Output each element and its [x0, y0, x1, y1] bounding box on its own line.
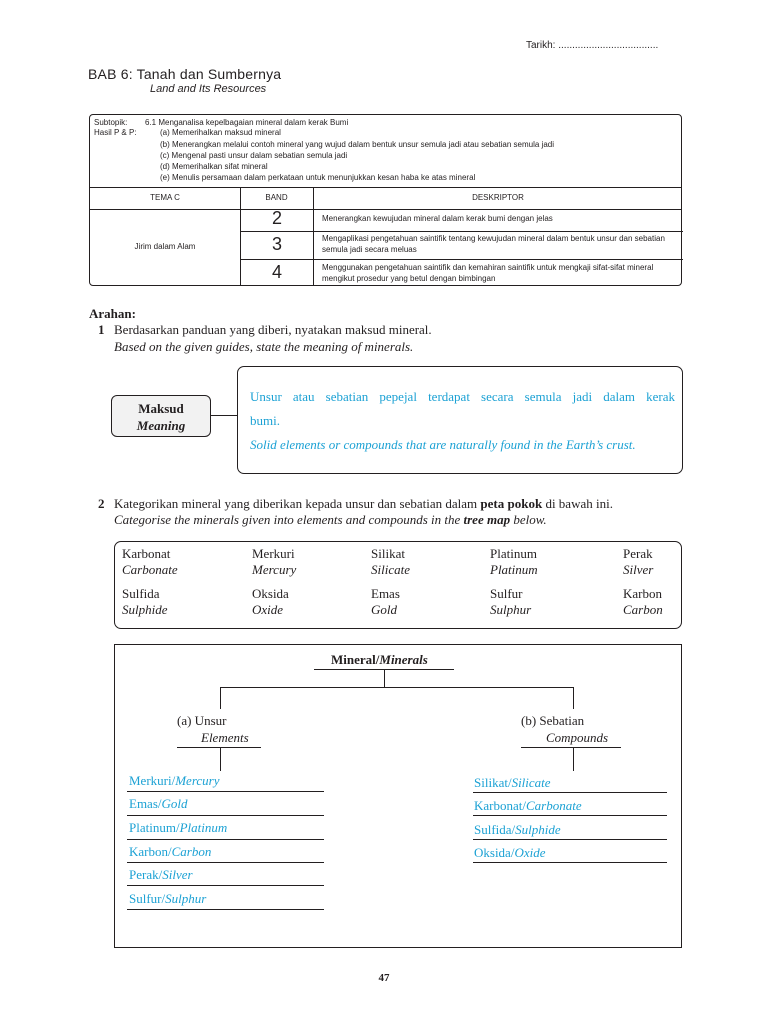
element-answer — [129, 867, 193, 883]
answer-line — [127, 815, 324, 816]
answer-name-english: Platinum — [179, 820, 228, 835]
mineral-name-english: Oxide — [252, 602, 284, 617]
answer-name: Sulfur/ — [129, 891, 166, 906]
tree-root — [331, 652, 428, 668]
answer-name-english: Oxide — [514, 845, 546, 860]
mineral-name: Oksida — [252, 586, 289, 601]
answer-name: Karbonat/ — [474, 798, 526, 813]
elements-category-label-english: Elements — [201, 730, 249, 745]
question-text: Berdasarkan panduan yang diberi, nyatakan maksud mineral. — [114, 322, 432, 337]
outcome-item: (b) Menerangkan melalui contoh mineral yang wujud dalam bentuk unsur semula jadi atau sebatian semula jadi — [160, 140, 555, 149]
connector-line — [211, 415, 237, 416]
mineral-name: Emas — [371, 586, 400, 601]
question-text-bold: tree map — [463, 512, 511, 527]
mineral-item — [122, 546, 178, 578]
mineral-item — [252, 586, 289, 618]
answer-line — [127, 909, 324, 910]
mineral-item — [252, 546, 296, 578]
subtopic-text: 6.1 Menganalisa kepelbagaian mineral dalam kerak Bumi — [145, 118, 349, 127]
outcomes-label: Hasil P & P: — [94, 128, 137, 137]
mineral-name-english: Sulphur — [490, 602, 532, 617]
mineral-item — [490, 546, 538, 578]
tree-branch — [220, 687, 574, 688]
mineral-name-english: Silver — [623, 562, 654, 577]
column-header-theme: TEMA C — [150, 193, 180, 202]
compound-answer — [474, 775, 551, 791]
answer-text-english: Solid elements or compounds that are naturally found in the Earth’s crust. — [250, 437, 636, 452]
question-text-part: below. — [513, 512, 547, 527]
column-header-band: BAND — [265, 193, 288, 202]
page-number: 47 — [378, 972, 390, 984]
answer-name: Perak/ — [129, 867, 163, 882]
answer-line — [473, 815, 667, 816]
subtopic-section — [90, 115, 681, 188]
question-text-bold: peta pokok — [480, 496, 543, 511]
outcome-item: (e) Menulis persamaan dalam perkataan untuk menunjukkan kesan haba ke atas mineral — [160, 173, 476, 182]
tree-map — [114, 644, 682, 948]
element-answer — [129, 773, 220, 789]
answer-line — [127, 862, 324, 863]
minerals-list-box — [114, 541, 682, 629]
band-descriptor: Menerangkan kewujudan mineral dalam kerak bumi dengan jelas — [322, 214, 553, 223]
element-answer — [129, 796, 188, 812]
tree-branch — [384, 670, 385, 687]
mineral-name: Sulfur — [490, 586, 523, 601]
question-text-part: Categorise the minerals given into elements and compounds in the — [114, 512, 461, 527]
mineral-name: Platinum — [490, 546, 537, 561]
mineral-item — [623, 586, 663, 618]
question-text-english: Based on the given guides, state the meaning of minerals. — [114, 339, 414, 354]
mineral-name-english: Platinum — [490, 562, 538, 577]
mineral-item — [490, 586, 531, 618]
answer-line — [473, 862, 667, 863]
question-text-part: di bawah ini. — [545, 496, 613, 511]
tree-root-label-english: Minerals — [379, 652, 428, 667]
instructions-heading: Arahan: — [89, 306, 136, 321]
answer-line — [127, 885, 324, 886]
answer-name: Oksida/ — [474, 845, 515, 860]
answer-text: Unsur atau sebatian pepejal terdapat secara semula jadi dalam kerak — [250, 389, 675, 404]
tree-branch — [573, 687, 574, 709]
mineral-name: Karbon — [623, 586, 662, 601]
compound-answer — [474, 822, 561, 838]
band-number: 2 — [271, 208, 282, 228]
learning-outcomes-box — [89, 114, 682, 286]
mineral-name: Sulfida — [122, 586, 160, 601]
tree-underline — [177, 747, 261, 748]
mineral-name-english: Sulphide — [122, 602, 168, 617]
answer-line — [473, 839, 667, 840]
mineral-name: Merkuri — [252, 546, 295, 561]
outcome-item: (a) Memerihalkan maksud mineral — [160, 128, 281, 137]
elements-category-label: (a) Unsur — [177, 713, 227, 728]
mineral-name-english: Carbon — [623, 602, 663, 617]
mineral-name-english: Silicate — [371, 562, 410, 577]
mineral-item — [623, 546, 653, 578]
answer-name-english: Carbon — [171, 844, 212, 859]
subtopic-label: Subtopik: — [94, 118, 128, 127]
question-number: 2 — [98, 496, 105, 511]
question-number: 1 — [98, 322, 105, 337]
answer-name-english: Sulphide — [515, 822, 561, 837]
answer-line — [473, 792, 667, 793]
answer-name-english: Silicate — [511, 775, 551, 790]
compounds-category-label-english: Compounds — [546, 730, 609, 745]
meaning-tag-label-english: Meaning — [136, 418, 186, 433]
date-label: Tarikh: .................................... — [526, 40, 659, 51]
answer-name-english: Gold — [161, 796, 188, 811]
answer-name: Silikat/ — [474, 775, 512, 790]
mineral-item — [371, 586, 400, 618]
answer-name-english: Mercury — [175, 773, 220, 788]
mineral-name: Perak — [623, 546, 653, 561]
compounds-category-label: (b) Sebatian — [521, 713, 585, 728]
answer-name-english: Silver — [162, 867, 193, 882]
mineral-name: Silikat — [371, 546, 405, 561]
band-descriptor: Menggunakan pengetahuan saintifik dan kemahiran saintifik untuk mengkaji sifat-sifat mineral mengikut prosedur yang betul dengan bimbingan — [322, 263, 654, 283]
tree-branch — [573, 747, 574, 771]
mineral-name-english: Mercury — [252, 562, 297, 577]
meaning-answer-box — [237, 366, 683, 474]
meaning-tag — [111, 395, 211, 437]
question-text-english — [114, 512, 547, 528]
mineral-name: Karbonat — [122, 546, 171, 561]
answer-text: bumi. — [250, 413, 280, 428]
mineral-item — [122, 586, 168, 618]
answer-line — [127, 791, 324, 792]
answer-name: Sulfida/ — [474, 822, 516, 837]
question-text-part: Kategorikan mineral yang diberikan kepada unsur dan sebatian dalam — [114, 496, 478, 511]
mineral-item — [371, 546, 410, 578]
table-divider — [313, 187, 314, 285]
answer-name: Emas/ — [129, 796, 162, 811]
question-text — [114, 496, 613, 512]
element-answer — [129, 844, 211, 860]
answer-name: Merkuri/ — [129, 773, 176, 788]
answer-name-english: Sulphur — [165, 891, 207, 906]
table-divider — [240, 231, 683, 232]
column-header-descriptor: DESKRIPTOR — [472, 193, 524, 202]
chapter-subtitle: Land and Its Resources — [150, 83, 267, 95]
tree-branch — [220, 747, 221, 771]
band-table-header — [90, 187, 681, 210]
band-number: 3 — [271, 234, 282, 254]
element-answer — [129, 820, 227, 836]
band-number: 4 — [271, 262, 282, 282]
mineral-name-english: Gold — [371, 602, 397, 617]
tree-underline — [521, 747, 621, 748]
compound-answer — [474, 798, 582, 814]
outcome-item: (d) Memerihalkan sifat mineral — [160, 162, 268, 171]
answer-line — [127, 839, 324, 840]
element-answer — [129, 891, 206, 907]
table-divider — [240, 259, 683, 260]
tree-root-label: Mineral/ — [331, 652, 380, 667]
band-descriptor: Mengaplikasi pengetahuan saintifik tentang kewujudan mineral dalam bentuk unsur dan sebatian semula jadi secara meluas — [322, 234, 665, 254]
mineral-name-english: Carbonate — [122, 562, 178, 577]
tree-branch — [220, 687, 221, 709]
chapter-title: BAB 6: Tanah dan Sumbernya — [88, 66, 282, 82]
compound-answer — [474, 845, 546, 861]
theme-cell: Jirim dalam Alam — [134, 242, 196, 251]
meaning-tag-label: Maksud — [138, 401, 184, 416]
outcome-item: (c) Mengenal pasti unsur dalam sebatian semula jadi — [160, 151, 348, 160]
answer-name-english: Carbonate — [525, 798, 582, 813]
answer-name: Karbon/ — [129, 844, 172, 859]
answer-name: Platinum/ — [129, 820, 180, 835]
